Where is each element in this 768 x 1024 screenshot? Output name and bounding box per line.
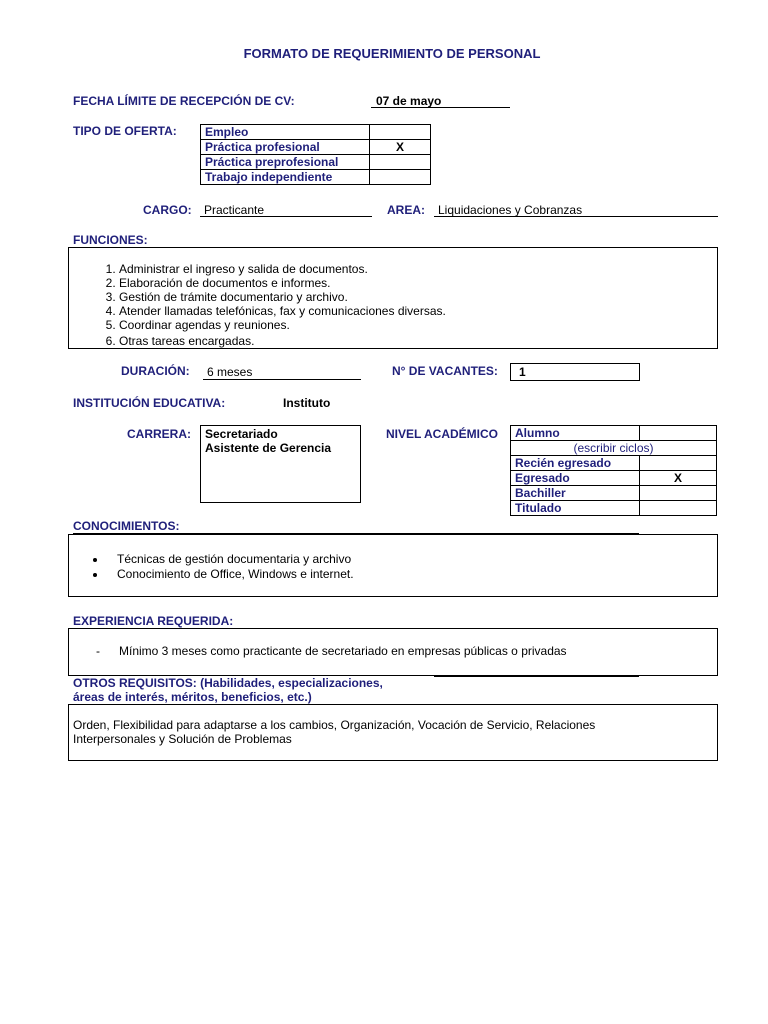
nivel-mark[interactable] bbox=[640, 426, 717, 441]
area-label: AREA: bbox=[387, 203, 425, 217]
area-underline bbox=[434, 216, 718, 217]
otros-text: Orden, Flexibilidad para adaptarse a los cambios, Organización, Vocación de Servicio, Relaciones bbox=[73, 718, 596, 732]
otros-box bbox=[68, 704, 718, 761]
tipo-oferta-mark[interactable] bbox=[370, 125, 431, 140]
funciones-label: FUNCIONES: bbox=[73, 233, 148, 247]
nivel-name: Titulado bbox=[511, 501, 640, 516]
tipo-oferta-name: Práctica profesional bbox=[201, 140, 370, 155]
table-row bbox=[511, 486, 717, 501]
otros-label: OTROS REQUISITOS: (Habilidades, especializaciones, bbox=[73, 676, 383, 690]
fecha-value[interactable]: 07 de mayo bbox=[376, 94, 442, 108]
vacantes-value: 1 bbox=[519, 365, 526, 379]
tipo-oferta-name: Empleo bbox=[201, 125, 370, 140]
table-row bbox=[201, 125, 431, 140]
page-title: FORMATO DE REQUERIMIENTO DE PERSONAL bbox=[243, 46, 541, 61]
list-item: • Conocimiento de Office, Windows e internet. bbox=[107, 567, 717, 582]
nivel-name: Bachiller bbox=[511, 486, 640, 501]
carrera-value: Secretariado bbox=[205, 427, 278, 441]
otros-label-2: áreas de interés, méritos, beneficios, etc.) bbox=[73, 690, 312, 704]
otros-underline-1 bbox=[434, 676, 639, 677]
carrera-value: Asistente de Gerencia bbox=[205, 441, 332, 455]
nivel-name: Alumno bbox=[511, 426, 640, 441]
conocimientos-list bbox=[69, 552, 717, 582]
tipo-oferta-name: Trabajo independiente bbox=[201, 170, 370, 185]
tipo-oferta-mark[interactable]: X bbox=[370, 140, 431, 155]
cargo-value[interactable]: Practicante bbox=[204, 203, 265, 217]
table-row bbox=[511, 456, 717, 471]
cargo-label: CARGO: bbox=[143, 203, 192, 217]
list-item: 4. Atender llamadas telefónicas, fax y comunicaciones diversas. bbox=[119, 304, 717, 318]
table-row bbox=[201, 140, 431, 155]
tipo-oferta-label: TIPO DE OFERTA: bbox=[73, 124, 177, 138]
funciones-list bbox=[69, 262, 717, 348]
nivel-table bbox=[510, 425, 717, 516]
conocimientos-label: CONOCIMIENTOS: bbox=[73, 519, 180, 533]
list-item: 2. Elaboración de documentos e informes. bbox=[119, 276, 717, 290]
funciones-box bbox=[68, 247, 718, 349]
fecha-underline bbox=[371, 107, 510, 108]
duracion-underline bbox=[203, 379, 361, 380]
area-value[interactable]: Liquidaciones y Cobranzas bbox=[438, 203, 583, 217]
vacantes-label: N° DE VACANTES: bbox=[392, 364, 498, 378]
ciclos-note[interactable]: (escribir ciclos) bbox=[511, 441, 717, 456]
experiencia-bullet: - bbox=[96, 644, 100, 658]
conocimientos-box bbox=[68, 534, 718, 597]
experiencia-box bbox=[68, 628, 718, 676]
nivel-mark[interactable] bbox=[640, 486, 717, 501]
experiencia-label: EXPERIENCIA REQUERIDA: bbox=[73, 614, 234, 628]
nivel-mark[interactable] bbox=[640, 456, 717, 471]
carrera-label: CARRERA: bbox=[127, 427, 191, 441]
institucion-label: INSTITUCIÓN EDUCATIVA: bbox=[73, 396, 226, 410]
table-row bbox=[201, 155, 431, 170]
nivel-mark[interactable]: X bbox=[640, 471, 717, 486]
cargo-underline bbox=[200, 216, 372, 217]
tipo-oferta-name: Práctica preprofesional bbox=[201, 155, 370, 170]
list-item: 6. Otras tareas encargadas. bbox=[119, 334, 717, 348]
nivel-mark[interactable] bbox=[640, 501, 717, 516]
nivel-label: NIVEL ACADÉMICO bbox=[386, 427, 499, 441]
fecha-label: FECHA LÍMITE DE RECEPCIÓN DE CV: bbox=[73, 94, 295, 108]
table-row bbox=[511, 471, 717, 486]
table-row bbox=[201, 170, 431, 185]
carrera-box[interactable] bbox=[200, 425, 361, 503]
list-item: 1. Administrar el ingreso y salida de documentos. bbox=[119, 262, 717, 276]
table-row bbox=[511, 426, 717, 441]
otros-text-2: Interpersonales y Solución de Problemas bbox=[73, 732, 292, 746]
duracion-value[interactable]: 6 meses bbox=[207, 365, 253, 379]
list-item: 3. Gestión de trámite documentario y archivo. bbox=[119, 290, 717, 304]
table-row bbox=[511, 441, 717, 456]
vacantes-box[interactable] bbox=[510, 363, 640, 381]
tipo-oferta-table bbox=[200, 124, 431, 185]
nivel-name: Recién egresado bbox=[511, 456, 640, 471]
list-item: • Técnicas de gestión documentaria y archivo bbox=[107, 552, 717, 567]
tipo-oferta-mark[interactable] bbox=[370, 155, 431, 170]
duracion-label: DURACIÓN: bbox=[121, 364, 190, 378]
nivel-name: Egresado bbox=[511, 471, 640, 486]
table-row bbox=[511, 501, 717, 516]
experiencia-text: Mínimo 3 meses como practicante de secretariado en empresas públicas o privadas bbox=[119, 644, 567, 658]
tipo-oferta-mark[interactable] bbox=[370, 170, 431, 185]
institucion-value[interactable]: Instituto bbox=[283, 396, 331, 410]
list-item: 5. Coordinar agendas y reuniones. bbox=[119, 318, 717, 332]
